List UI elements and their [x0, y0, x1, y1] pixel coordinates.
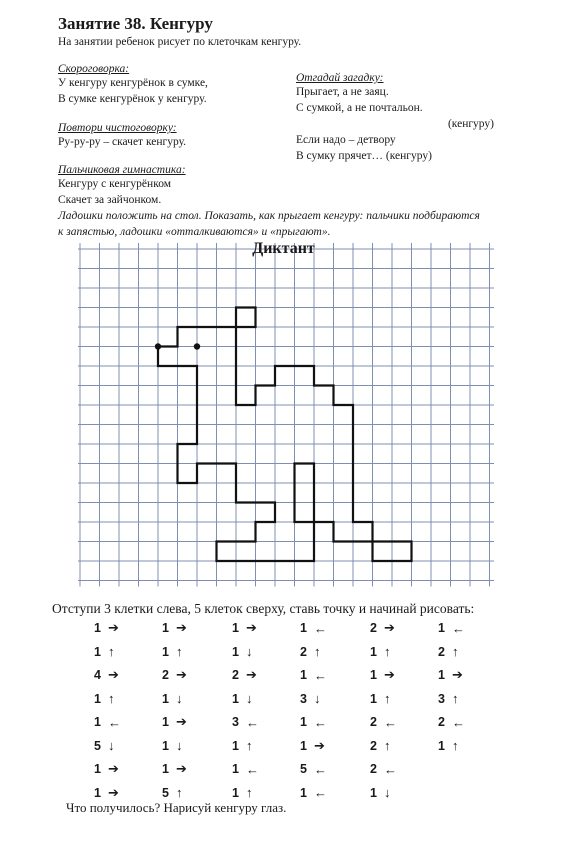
- dictation-step: [232, 690, 272, 708]
- arrow-down-icon: ↓: [108, 738, 115, 753]
- arrow-left-icon: ←: [314, 714, 327, 730]
- dictation-step: [232, 643, 272, 661]
- step-count: 1: [94, 762, 101, 776]
- lesson-title: Занятие 38. Кенгуру: [58, 14, 213, 33]
- dictation-step: [232, 737, 272, 755]
- riddle-block: [296, 72, 506, 164]
- step-count: 1: [94, 715, 101, 729]
- step-count: 2: [232, 668, 239, 682]
- arrow-right-icon: ➔: [384, 667, 395, 682]
- step-count: 1: [94, 691, 101, 706]
- arrow-right-icon: ➔: [246, 620, 257, 635]
- dictation-step: [94, 713, 134, 731]
- arrow-left-icon: ←: [314, 667, 327, 683]
- arrow-right-icon: ➔: [314, 737, 325, 753]
- arrow-left-icon: ←: [452, 620, 465, 636]
- dictation-instruction: Отступи 3 клетки слева, 5 клеток сверху, ставь точку и начинай рисовать:: [52, 601, 475, 616]
- arrow-up-icon: ↑: [246, 785, 253, 800]
- dictation-step: [162, 690, 202, 708]
- step-count: 1: [438, 621, 445, 635]
- step-count: 1: [162, 762, 169, 776]
- riddle-line: Если надо – детвору: [296, 134, 396, 146]
- dictation-step: [94, 666, 134, 684]
- step-count: 1: [162, 644, 169, 659]
- step-count: 2: [300, 644, 307, 659]
- arrow-left-icon: ←: [246, 714, 259, 730]
- dictation-step: [162, 784, 202, 802]
- arrow-down-icon: ↓: [176, 691, 183, 706]
- step-count: 1: [300, 621, 307, 635]
- step-count: 2: [162, 668, 169, 682]
- dictation-step: [438, 666, 478, 684]
- dictation-step: [300, 760, 340, 778]
- step-count: 1: [162, 691, 169, 706]
- footer-question: Что получилось? Нарисуй кенгуру глаз.: [66, 800, 287, 815]
- step-count: 3: [438, 691, 445, 706]
- arrow-right-icon: ➔: [176, 620, 187, 635]
- step-count: 2: [438, 715, 445, 729]
- step-count: 5: [94, 738, 101, 753]
- finger-gym-note: к запястью, ладошки «отталкиваются» и «прыгают».: [58, 226, 331, 238]
- step-count: 1: [232, 762, 239, 776]
- dictation-step: [94, 619, 134, 637]
- dictation-step: [94, 760, 134, 778]
- step-count: 1: [370, 691, 377, 706]
- step-count: 1: [232, 644, 239, 659]
- tongue-twister-line: В сумке кенгурёнок у кенгуру.: [58, 93, 207, 105]
- arrow-up-icon: ↑: [176, 644, 183, 659]
- dictation-step: [232, 713, 272, 731]
- step-count: 1: [370, 668, 377, 682]
- arrow-right-icon: ➔: [176, 761, 187, 776]
- dictation-step: [370, 666, 410, 684]
- arrow-down-icon: ↓: [384, 785, 391, 800]
- start-dot: [155, 343, 161, 349]
- dictation-step: [370, 690, 410, 708]
- arrow-down-icon: ↓: [314, 691, 321, 706]
- step-count: 1: [94, 644, 101, 659]
- arrow-right-icon: ➔: [108, 667, 119, 682]
- arrow-left-icon: ←: [108, 714, 121, 730]
- dictation-step: [162, 643, 202, 661]
- riddle-line: С сумкой, а не почтальон.: [296, 102, 423, 114]
- dictation-step: [162, 737, 202, 755]
- step-count: 5: [162, 785, 169, 800]
- arrow-right-icon: ➔: [108, 784, 119, 800]
- arrow-up-icon: ↑: [108, 691, 115, 706]
- step-count: 4: [94, 668, 101, 682]
- arrow-up-icon: ↑: [314, 644, 321, 659]
- step-count: 2: [370, 621, 377, 635]
- arrow-down-icon: ↓: [246, 691, 253, 706]
- step-count: 1: [300, 715, 307, 729]
- dictation-step: [300, 784, 340, 802]
- dictation-step: [232, 760, 272, 778]
- pure-talk-heading: Повтори чистоговорку:: [58, 122, 177, 134]
- finger-gym-heading: Пальчиковая гимнастика:: [58, 164, 186, 176]
- finger-gym-line: Скачет за зайчонком.: [58, 194, 162, 206]
- arrow-left-icon: ←: [314, 620, 327, 636]
- arrow-right-icon: ➔: [452, 667, 463, 682]
- step-count: 1: [232, 621, 239, 635]
- dictation-step: [438, 643, 478, 661]
- dictation-step: [438, 690, 478, 708]
- arrow-left-icon: ←: [246, 761, 259, 777]
- arrow-down-icon: ↓: [176, 738, 183, 753]
- dictation-step: [94, 690, 134, 708]
- arrow-up-icon: ↑: [176, 785, 183, 800]
- arrow-right-icon: ➔: [384, 620, 395, 635]
- dictation-step: [94, 784, 134, 802]
- dictation-step: [94, 643, 134, 661]
- step-count: 1: [162, 715, 169, 729]
- step-count: 1: [300, 785, 307, 800]
- step-count: 2: [370, 762, 377, 776]
- riddle-line: Прыгает, а не заяц.: [296, 86, 389, 98]
- arrow-right-icon: ➔: [108, 761, 119, 776]
- arrow-left-icon: ←: [314, 761, 327, 777]
- dictation-step: [300, 713, 340, 731]
- dictation-grid: [78, 243, 494, 593]
- arrow-up-icon: ↑: [384, 644, 391, 659]
- dictation-step: [300, 643, 340, 661]
- arrow-right-icon: ➔: [176, 714, 187, 729]
- dictation-step: [300, 619, 340, 637]
- arrow-right-icon: ➔: [176, 667, 187, 682]
- step-count: 1: [370, 644, 377, 659]
- riddle-line: В сумку прячет… (кенгуру): [296, 150, 432, 162]
- arrow-up-icon: ↑: [108, 644, 115, 659]
- dictation-step: [232, 784, 272, 802]
- step-count: 2: [370, 738, 377, 753]
- step-count: 1: [232, 691, 239, 706]
- step-count: 1: [300, 668, 307, 682]
- step-count: 5: [300, 762, 307, 776]
- tongue-twister-line: У кенгуру кенгурёнок в сумке,: [58, 77, 208, 89]
- step-count: 1: [162, 621, 169, 635]
- dictation-step: [232, 619, 272, 637]
- step-count: 1: [438, 668, 445, 682]
- arrow-up-icon: ↑: [452, 644, 459, 659]
- step-count: 1: [438, 738, 445, 753]
- tongue-twister-block: [58, 63, 208, 107]
- arrow-right-icon: ➔: [246, 667, 257, 682]
- riddle-answer: (кенгуру): [447, 118, 494, 130]
- dictation-step: [370, 760, 410, 778]
- arrow-up-icon: ↑: [452, 691, 459, 706]
- arrow-left-icon: ←: [314, 785, 327, 800]
- dictation-title: Диктант: [252, 240, 315, 257]
- dictation-step: [370, 737, 410, 755]
- tongue-twister-heading: Скороговорка:: [58, 63, 130, 75]
- step-count: 1: [232, 785, 239, 800]
- step-count: 1: [94, 621, 101, 635]
- dictation-step: [94, 737, 134, 755]
- step-count: 1: [162, 738, 169, 753]
- step-count: 3: [232, 715, 239, 729]
- dictation-step: [300, 666, 340, 684]
- finger-gym-block: [58, 164, 528, 240]
- dictation-step: [370, 619, 410, 637]
- pure-talk-block: [58, 122, 186, 150]
- arrow-up-icon: ↑: [452, 738, 459, 753]
- dictation-step: [438, 619, 478, 637]
- step-count: 2: [370, 715, 377, 729]
- step-count: 1: [300, 738, 307, 753]
- arrow-left-icon: ←: [384, 714, 397, 730]
- arrow-left-icon: ←: [384, 761, 397, 777]
- arrow-up-icon: ↑: [246, 738, 253, 753]
- lesson-subtitle: На занятии ребенок рисует по клеточкам кенгуру.: [58, 36, 302, 48]
- dictation-step: [162, 666, 202, 684]
- dictation-step: [370, 643, 410, 661]
- dictation-step: [162, 713, 202, 731]
- dictation-step: [162, 760, 202, 778]
- arrow-right-icon: ➔: [108, 620, 119, 635]
- dictation-step: [370, 784, 410, 802]
- step-count: 2: [438, 644, 445, 659]
- dictation-step: [300, 737, 340, 755]
- pure-talk-line: Ру-ру-ру – скачет кенгуру.: [58, 136, 187, 148]
- dictation-step: [162, 619, 202, 637]
- dictation-step: [438, 737, 478, 755]
- riddle-heading: Отгадай загадку:: [296, 72, 384, 84]
- dictation-step: [370, 713, 410, 731]
- dictation-step: [438, 713, 478, 731]
- arrow-up-icon: ↑: [384, 691, 391, 706]
- arrow-left-icon: ←: [452, 714, 465, 730]
- start-dot: [194, 343, 200, 349]
- dictation-step: [300, 690, 340, 708]
- step-count: 1: [232, 738, 239, 753]
- step-count: 3: [300, 691, 307, 706]
- finger-gym-line: Кенгуру с кенгурёнком: [58, 178, 172, 190]
- dictation-step: [232, 666, 272, 684]
- step-count: 1: [94, 785, 101, 800]
- arrow-down-icon: ↓: [246, 644, 253, 659]
- arrow-up-icon: ↑: [384, 738, 391, 753]
- finger-gym-note: Ладошки положить на стол. Показать, как прыгает кенгуру: пальчики подбираются: [58, 210, 480, 222]
- step-count: 1: [370, 785, 377, 800]
